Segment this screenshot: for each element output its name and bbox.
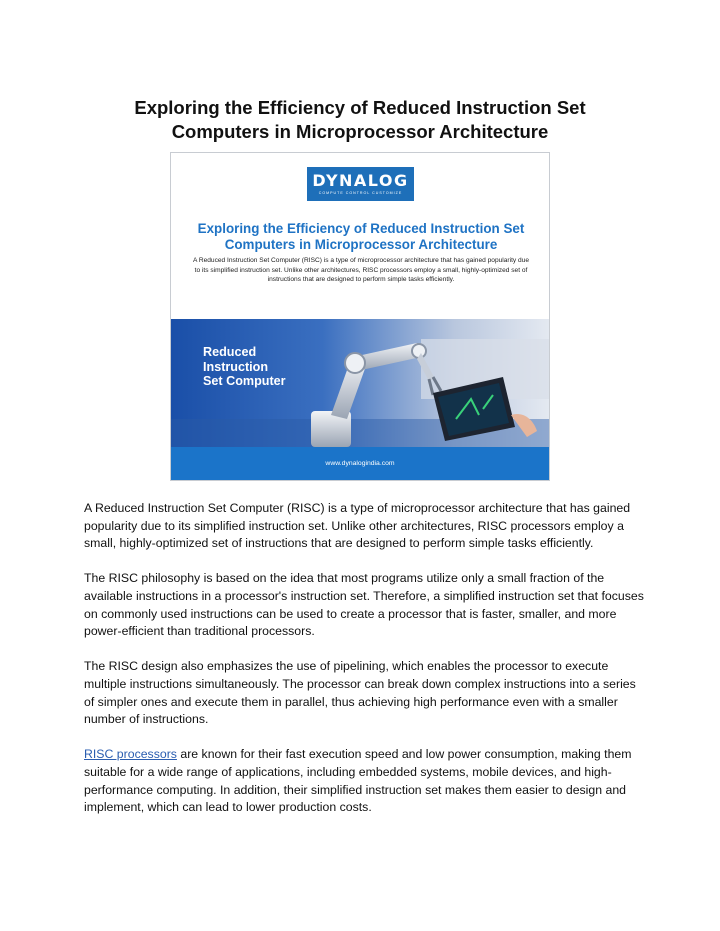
paragraph-1: A Reduced Instruction Set Computer (RISC) is a type of microprocessor architecture that has gained popularity due to its simplified instruction set. Unlike other architectures, RISC processors employ a small, highly-optimized set of instructions that are designed to perform simple tasks efficiently. [84,501,631,551]
page-title [0,96,720,144]
robot-arm-photo [171,319,549,447]
page-title-line-2: Computers in Microprocessor Architecture [171,121,549,143]
banner-description: A Reduced Instruction Set Computer (RISC) is a type of microprocessor architecture that has gained popularity due to its simplified instruction set. Unlike other architectures, RISC processors employ a small, highly-optimized set of instructions that are designed to perform simple tasks efficiently. [192,257,530,284]
paragraph-2: The RISC philosophy is based on the idea that most programs utilize only a small fraction of the available instructions in a processor's instruction set. Therefore, a simplified instruction set that focuses on commonly used instructions can be used to create a processor that is faster, smaller, and more power-efficient than traditional processors. [84,571,644,639]
banner-url: www.dynalogindia.com [325,460,395,467]
banner-footer [171,447,549,480]
article-body [84,500,644,834]
banner-image [170,152,550,481]
banner-title-line-1: Exploring the Efficiency of Reduced Instruction Set [197,221,525,236]
photo-caption [203,345,286,389]
banner-title-line-2: Computers in Microprocessor Architecture [224,237,498,252]
paragraph-4-text: are known for their fast execution speed and low power consumption, making them suitable for a wide range of applications, including embedded systems, mobile devices, and high-performance computing. In addition, their simplified instruction set makes them easier to design and implement, which can lead to lower production costs. [84,747,632,815]
photo-caption-line-2: Instruction [203,359,269,374]
page-title-line-1: Exploring the Efficiency of Reduced Instruction Set [134,97,586,119]
paragraph-3: The RISC design also emphasizes the use of pipelining, which enables the processor to execute multiple instructions simultaneously. The processor can break down complex instructions into a series of simpler ones and execute them in parallel, thus achieving high performance even with a smaller number of instructions. [84,659,636,727]
banner-title [171,221,550,253]
paragraph-4 [84,746,644,816]
photo-caption-line-1: Reduced [203,345,257,359]
risc-processors-link[interactable]: RISC processors [84,747,177,762]
logo-tagline: COMPUTE CONTROL CUSTOMIZE [318,190,403,195]
dynalog-logo [307,167,414,201]
logo-wordmark: DYNALOG [312,170,409,190]
photo-caption-line-3: Set Computer [203,374,286,388]
